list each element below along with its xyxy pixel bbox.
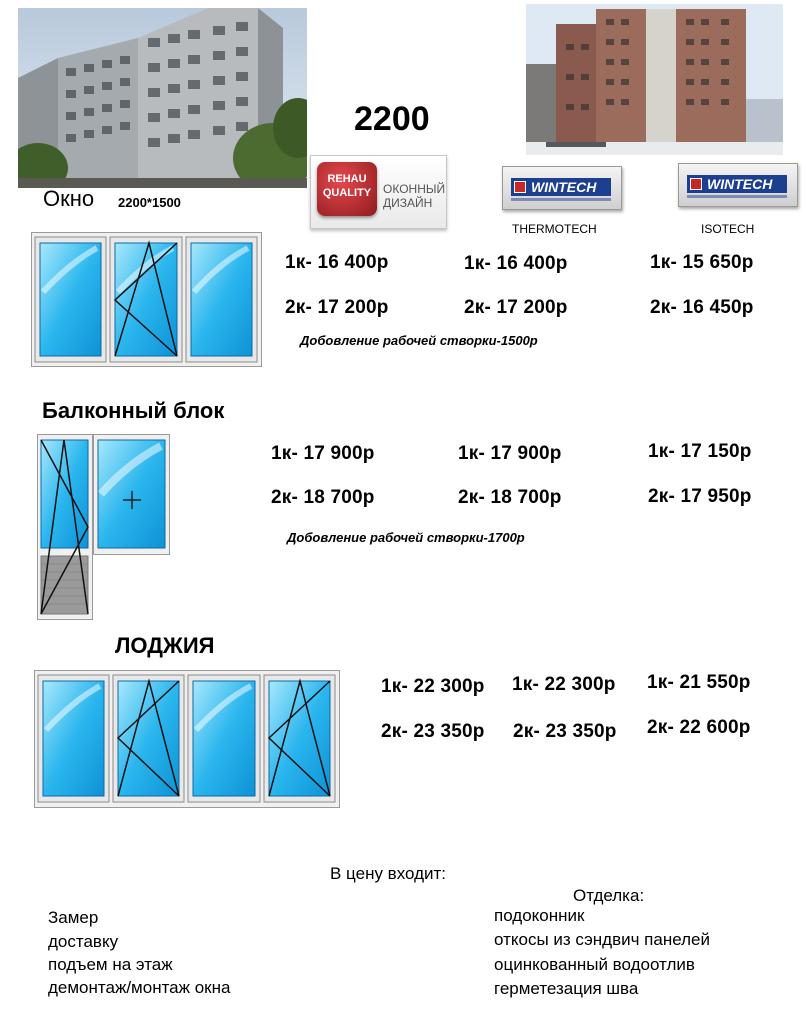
rehau-badge-text: REHAU QUALITY	[322, 173, 372, 199]
finishing-item: герметезация шва	[494, 979, 639, 998]
balcony-rehau-1k: 1к- 17 900р	[271, 443, 375, 464]
loggia-title: ЛОДЖИЯ	[115, 633, 215, 658]
okno-iso-1k: 1к- 15 650р	[650, 252, 754, 273]
wintech-logo-text: WINTECH	[531, 179, 597, 195]
balcony-iso-2k: 2к- 17 950р	[648, 486, 752, 507]
okno-size: 2200*1500	[118, 195, 181, 210]
okno-rehau-1k: 1к- 16 400р	[285, 252, 389, 273]
included-title: В цену входит:	[330, 864, 447, 883]
wintech-logo-isotech	[678, 163, 798, 207]
included-item: доставку	[48, 932, 119, 951]
rehau-logo	[310, 155, 447, 229]
header-number: 2200	[354, 100, 430, 138]
okno-window-image	[31, 232, 262, 372]
loggia-thermo-2k: 2к- 23 350р	[513, 721, 617, 742]
wintech-mark-icon	[514, 181, 526, 193]
okno-note: Добовление рабочей створки-1500р	[300, 333, 538, 348]
building-photo-right	[526, 4, 783, 155]
wintech-logo-text: WINTECH	[707, 176, 773, 192]
loggia-rehau-1k: 1к- 22 300р	[381, 676, 485, 697]
loggia-window-image	[34, 670, 340, 813]
wintech-logo-thermotech	[502, 166, 622, 210]
loggia-thermo-1k: 1к- 22 300р	[512, 674, 616, 695]
finishing-item: откосы из сэндвич панелей	[494, 930, 710, 949]
okno-thermo-2k: 2к- 17 200р	[464, 297, 568, 318]
finishing-item: оцинкованный водоотлив	[494, 955, 695, 974]
loggia-iso-2k: 2к- 22 600р	[647, 717, 751, 738]
label-thermotech: THERMOTECH	[512, 222, 597, 236]
loggia-rehau-2k: 2к- 23 350р	[381, 721, 485, 742]
balcony-thermo-1k: 1к- 17 900р	[458, 443, 562, 464]
rehau-caption: ОКОННЫЙ ДИЗАЙН	[383, 182, 446, 210]
balcony-rehau-2k: 2к- 18 700р	[271, 487, 375, 508]
balcony-thermo-2k: 2к- 18 700р	[458, 487, 562, 508]
wintech-mark-icon	[690, 178, 702, 190]
okno-iso-2k: 2к- 16 450р	[650, 297, 754, 318]
building-photo-left	[18, 8, 307, 188]
balcony-title: Балконный блок	[42, 398, 225, 423]
label-isotech: ISOTECH	[701, 222, 755, 236]
okno-title: Окно	[43, 186, 95, 211]
included-item: Замер	[48, 908, 99, 927]
finishing-title: Отделка:	[573, 886, 645, 905]
balcony-door-image	[37, 434, 173, 625]
finishing-item: подоконник	[494, 906, 585, 925]
balcony-note: Добовление рабочей створки-1700р	[287, 530, 525, 545]
okno-thermo-1k: 1к- 16 400р	[464, 253, 568, 274]
okno-rehau-2k: 2к- 17 200р	[285, 297, 389, 318]
included-item: демонтаж/монтаж окна	[48, 978, 231, 997]
included-item: подъем на этаж	[48, 955, 173, 974]
loggia-iso-1k: 1к- 21 550р	[647, 672, 751, 693]
balcony-iso-1k: 1к- 17 150р	[648, 441, 752, 462]
